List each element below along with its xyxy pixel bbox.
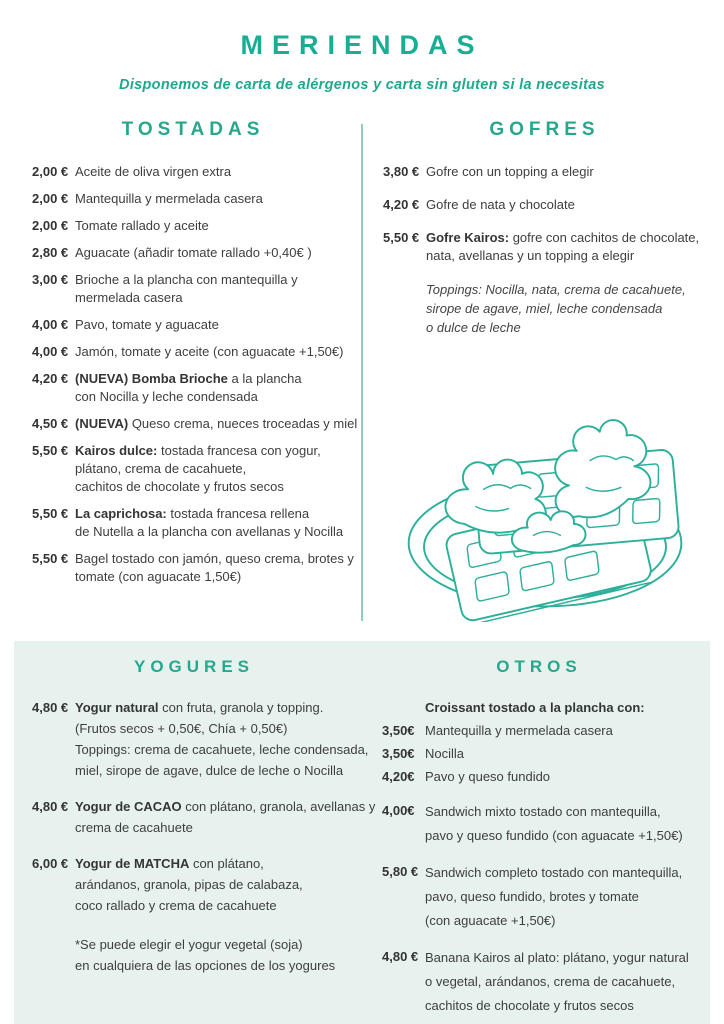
menu-item (32, 163, 354, 181)
menu-item (383, 163, 706, 181)
item-description: Aguacate (añadir tomate rallado +0,40€ ) (75, 245, 312, 260)
item-price: 4,00€ (382, 803, 415, 818)
tostadas-list (32, 163, 358, 586)
menu-item (32, 343, 354, 361)
menu-item (32, 442, 354, 496)
item-price: 5,80 € (382, 864, 419, 879)
item-price: 3,80 € (383, 164, 420, 179)
item-price: 4,80 € (32, 700, 69, 715)
menu-header (0, 0, 724, 93)
menu-item (383, 229, 706, 265)
yogures-list (32, 697, 376, 916)
otros-heading: OTROS (496, 657, 582, 676)
menu-item (383, 196, 706, 214)
item-description: La caprichosa: tostada francesa rellena de Nutella a la plancha con avellanas y Nocilla (75, 506, 344, 539)
item-description: Gofre Kairos: gofre con cachitos de chocolate, nata, avellanas y un topping a elegir (426, 230, 700, 263)
item-price: 4,80 € (382, 949, 419, 964)
menu-item (382, 800, 696, 848)
item-price: 5,50 € (383, 230, 420, 245)
menu-item (32, 505, 354, 541)
menu-item (32, 550, 354, 586)
waffle-illustration (401, 353, 689, 622)
top-columns (0, 119, 724, 627)
menu-item (32, 316, 354, 334)
item-price: 3,50€ (382, 723, 415, 738)
gofres-toppings-note: Toppings: Nocilla, nata, crema de cacahuete, sirope de agave, miel, leche condensada o dulce de leche (426, 282, 686, 335)
column-divider (361, 124, 363, 621)
item-description: Yogur de MATCHA con plátano, arándanos, granola, pipas de calabaza, coco rallado y crema de cacahuete (75, 856, 303, 913)
item-price (382, 697, 425, 718)
item-description: Croissant tostado a la plancha con: (425, 700, 645, 715)
item-description: Gofre con un topping a elegir (426, 164, 594, 179)
item-price: 6,00 € (32, 856, 69, 871)
item-price: 5,50 € (32, 506, 69, 521)
item-price: 4,20 € (383, 197, 420, 212)
item-description: Nocilla (425, 746, 465, 761)
menu-item (382, 946, 696, 1018)
item-description: Bagel tostado con jamón, queso crema, brotes y tomate (con aguacate 1,50€) (75, 551, 354, 584)
item-description: Mantequilla y mermelada casera (425, 723, 613, 738)
menu-item (32, 697, 369, 781)
item-description: Yogur de CACAO con plátano, granola, avellanas y crema de cacahuete (75, 799, 376, 835)
menu-item (382, 720, 696, 741)
item-description: Gofre de nata y chocolate (426, 197, 575, 212)
section-tostadas (0, 119, 362, 627)
item-description: Mantequilla y mermelada casera (75, 191, 263, 206)
item-description: Pavo, tomate y aguacate (75, 317, 219, 332)
item-description: (NUEVA) Bomba Brioche a la plancha con Nocilla y leche condensada (75, 371, 302, 404)
item-price: 4,00 € (32, 317, 69, 332)
otros-list (382, 697, 696, 1018)
menu-item (32, 370, 354, 406)
section-otros (362, 657, 710, 1024)
menu-item (32, 415, 358, 433)
item-price: 3,50€ (382, 746, 415, 761)
item-description: Sandwich mixto tostado con mantequilla, pavo y queso fundido (con aguacate +1,50€) (425, 804, 683, 843)
item-description: Jamón, tomate y aceite (con aguacate +1,50€) (75, 344, 344, 359)
menu-item (382, 743, 696, 764)
page-title: MERIENDAS (240, 30, 484, 60)
item-description: Pavo y queso fundido (425, 769, 551, 784)
item-description: Brioche a la plancha con mantequilla y mermelada casera (75, 272, 298, 305)
item-price: 5,50 € (32, 551, 69, 566)
item-price: 4,20€ (382, 769, 415, 784)
waffle-illustration-svg (401, 353, 689, 622)
menu-item (32, 796, 376, 838)
menu-item (32, 217, 354, 235)
section-gofres (362, 119, 724, 627)
item-price: 4,80 € (32, 799, 69, 814)
item-price: 2,80 € (32, 245, 69, 260)
item-description: Sandwich completo tostado con mantequilla, pavo, queso fundido, brotes y tomate (con aguacate +1,50€) (425, 865, 683, 928)
item-price: 2,00 € (32, 191, 69, 206)
menu-item (382, 766, 696, 787)
item-price: 2,00 € (32, 164, 69, 179)
item-description: Banana Kairos al plato: plátano, yogur natural o vegetal, arándanos, crema de cacahuete, cachitos de chocolate y frutos secos (425, 950, 689, 1013)
item-price: 5,50 € (32, 443, 69, 458)
page-subtitle: Disponemos de carta de alérgenos y carta sin gluten si la necesitas (119, 77, 605, 93)
gofres-heading: GOFRES (489, 119, 600, 140)
item-description: Tomate rallado y aceite (75, 218, 209, 233)
menu-item (32, 244, 354, 262)
item-price: 3,00 € (32, 272, 69, 287)
item-price: 4,20 € (32, 371, 69, 386)
item-description: Yogur natural con fruta, granola y topping. (Frutos secos + 0,50€, Chía + 0,50€) Toppings: crema de cacahuete, leche condensada, miel, sirope de agave, dulce de leche o Nocilla (75, 700, 369, 778)
item-description: Aceite de oliva virgen extra (75, 164, 232, 179)
section-yogures (14, 657, 376, 1024)
tostadas-heading: TOSTADAS (121, 119, 265, 140)
bottom-panel (14, 641, 710, 1024)
menu-item (382, 697, 696, 718)
item-price: 4,50 € (32, 416, 69, 431)
item-price: 4,00 € (32, 344, 69, 359)
menu-item (382, 861, 696, 933)
menu-item (32, 853, 356, 916)
yogures-vegetal-note: *Se puede elegir el yogur vegetal (soja) en cualquiera de las opciones de los yogures (75, 937, 336, 973)
item-description: (NUEVA) Queso crema, nueces troceadas y miel (75, 416, 358, 431)
yogures-heading: YOGURES (133, 657, 255, 676)
item-price: 2,00 € (32, 218, 69, 233)
gofres-list (383, 163, 706, 265)
item-description: Kairos dulce: tostada francesa con yogur, plátano, crema de cacahuete, cachitos de chocolate y frutos secos (75, 443, 321, 494)
menu-item (32, 271, 354, 307)
menu-item (32, 190, 354, 208)
